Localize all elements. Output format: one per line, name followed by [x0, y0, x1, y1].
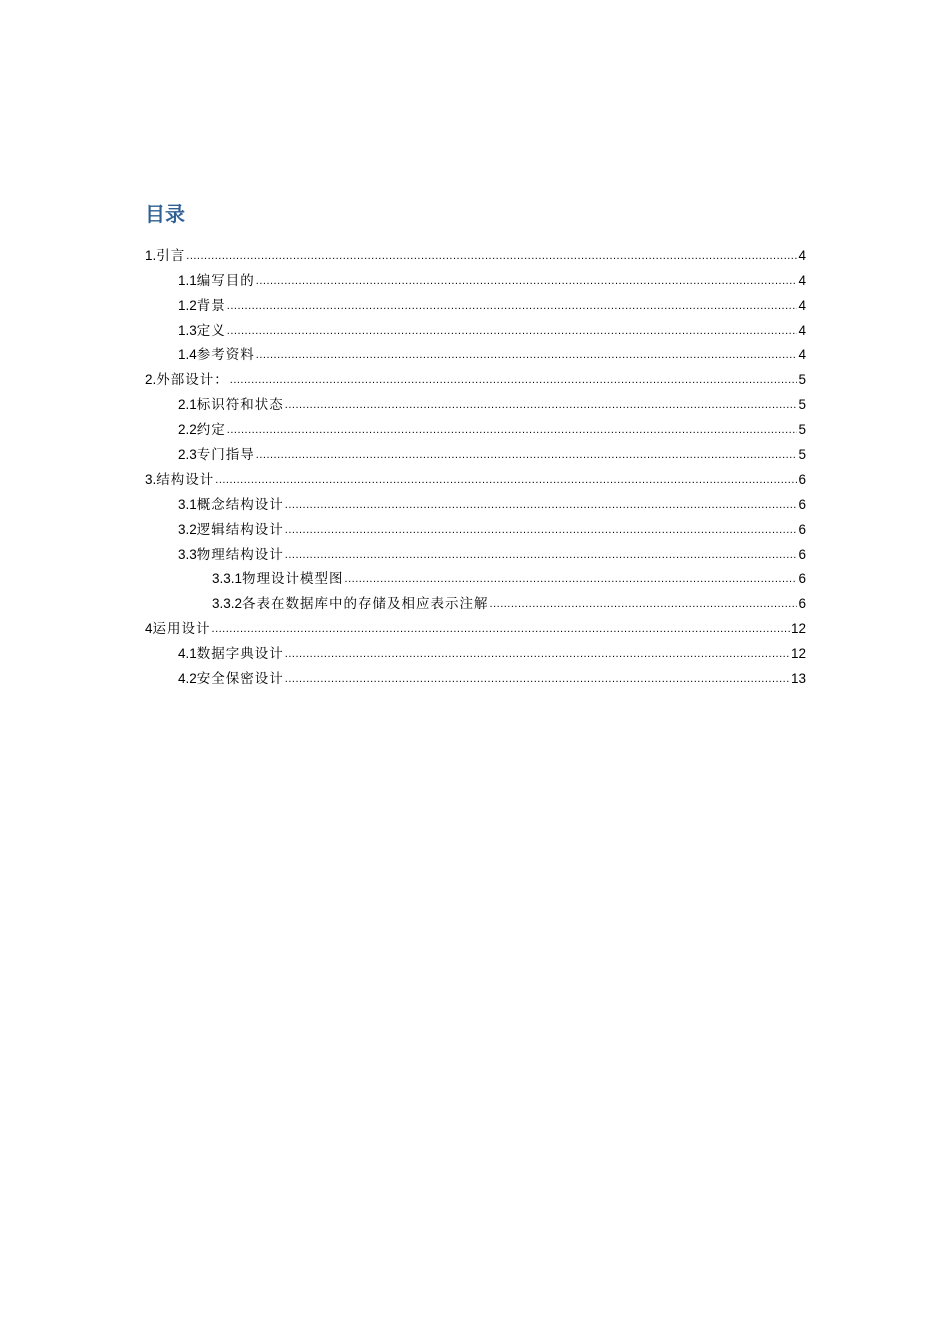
toc-entry-page-number: 4 — [798, 247, 806, 263]
toc-entry[interactable] — [145, 464, 806, 489]
toc-entry[interactable] — [145, 240, 806, 265]
toc-entry-text: 定义 — [196, 322, 226, 339]
toc-dot-leader — [345, 570, 798, 588]
toc-entry-text: 结构设计 — [156, 471, 215, 488]
toc-entry-text: 背景 — [196, 297, 226, 314]
toc-entry-text: 各表在数据库中的存储及相应表示注解 — [242, 596, 489, 613]
toc-dot-leader — [230, 371, 798, 389]
toc-dot-leader — [212, 620, 790, 638]
toc-dot-leader — [285, 670, 790, 688]
toc-entry-number: 1.2 — [178, 297, 197, 313]
toc-entry[interactable] — [145, 315, 806, 340]
toc-entry-page-number: 5 — [798, 422, 806, 438]
toc-entry-page-number: 5 — [798, 372, 806, 388]
toc-entry-number: 2.1 — [178, 397, 197, 413]
toc-entry-text: 逻辑结构设计 — [196, 521, 284, 538]
toc-dot-leader — [256, 272, 798, 290]
toc-entry-number: 4.2 — [178, 671, 197, 687]
toc-dot-leader — [285, 396, 798, 414]
toc-entry-text: 物理设计模型图 — [242, 571, 344, 588]
toc-entry-number: 2.2 — [178, 422, 197, 438]
toc-entry[interactable] — [145, 564, 806, 589]
toc-title: 目录 — [145, 202, 185, 226]
toc-entry-text: 标识符和状态 — [196, 397, 284, 414]
toc-entry-page-number: 12 — [790, 646, 806, 662]
toc-entry-number: 3.3.1 — [212, 571, 243, 587]
toc-entry-number: 4 — [145, 621, 153, 637]
toc-entry-text: 引言 — [156, 247, 186, 264]
toc-entry-page-number: 6 — [798, 571, 806, 587]
toc-entry-text: 约定 — [196, 422, 226, 439]
toc-entry[interactable] — [145, 414, 806, 439]
toc-entry-page-number: 5 — [798, 397, 806, 413]
toc-entry-number: 1. — [145, 247, 157, 263]
toc-entry-number: 3.1 — [178, 496, 197, 512]
toc-list — [145, 240, 806, 688]
toc-entry[interactable] — [145, 389, 806, 414]
toc-entry[interactable] — [145, 290, 806, 315]
toc-entry[interactable] — [145, 638, 806, 663]
toc-entry-page-number: 6 — [798, 596, 806, 612]
toc-entry-text: 外部设计： — [156, 372, 229, 389]
toc-entry-text: 参考资料 — [196, 347, 255, 364]
toc-entry[interactable] — [145, 439, 806, 464]
toc-entry-page-number: 6 — [798, 546, 806, 562]
toc-dot-leader — [227, 421, 798, 439]
toc-entry-text: 编写目的 — [196, 272, 255, 289]
toc-entry-page-number: 6 — [798, 521, 806, 537]
toc-entry[interactable] — [145, 514, 806, 539]
toc-dot-leader — [490, 595, 798, 613]
toc-entry[interactable] — [145, 340, 806, 365]
toc-entry[interactable] — [145, 663, 806, 688]
toc-dot-leader — [285, 546, 798, 564]
toc-entry-page-number: 6 — [798, 471, 806, 487]
toc-entry-text: 专门指导 — [196, 447, 255, 464]
toc-dot-leader — [186, 247, 797, 265]
toc-entry-page-number: 4 — [798, 347, 806, 363]
toc-entry-number: 1.4 — [178, 347, 197, 363]
toc-entry-number: 1.1 — [178, 272, 197, 288]
table-of-contents — [145, 196, 806, 688]
toc-entry-number: 3.3 — [178, 546, 197, 562]
toc-entry-text: 运用设计 — [152, 621, 211, 638]
toc-entry-page-number: 6 — [798, 496, 806, 512]
toc-entry[interactable] — [145, 265, 806, 290]
toc-dot-leader — [215, 471, 797, 489]
toc-entry[interactable] — [145, 613, 806, 638]
toc-entry-text: 物理结构设计 — [196, 546, 284, 563]
toc-entry[interactable] — [145, 588, 806, 613]
toc-entry-number: 3. — [145, 471, 157, 487]
toc-entry-number: 3.2 — [178, 521, 197, 537]
toc-entry-page-number: 4 — [798, 272, 806, 288]
toc-entry-number: 3.3.2 — [212, 596, 243, 612]
toc-entry-page-number: 4 — [798, 297, 806, 313]
toc-dot-leader — [256, 346, 798, 364]
toc-entry-text: 数据字典设计 — [196, 646, 284, 663]
toc-entry[interactable] — [145, 364, 806, 389]
toc-entry-number: 4.1 — [178, 646, 197, 662]
toc-entry-text: 概念结构设计 — [196, 496, 284, 513]
toc-entry[interactable] — [145, 539, 806, 564]
toc-dot-leader — [285, 645, 790, 663]
toc-entry-number: 1.3 — [178, 322, 197, 338]
toc-entry-number: 2. — [145, 372, 157, 388]
toc-entry-page-number: 4 — [798, 322, 806, 338]
toc-dot-leader — [227, 297, 798, 315]
toc-dot-leader — [256, 446, 798, 464]
toc-dot-leader — [285, 496, 798, 514]
toc-entry-page-number: 5 — [798, 447, 806, 463]
toc-dot-leader — [285, 521, 798, 539]
toc-entry-number: 2.3 — [178, 447, 197, 463]
toc-dot-leader — [227, 322, 798, 340]
toc-entry[interactable] — [145, 489, 806, 514]
toc-entry-text: 安全保密设计 — [196, 671, 284, 688]
toc-entry-page-number: 12 — [790, 621, 806, 637]
toc-entry-page-number: 13 — [790, 671, 806, 687]
